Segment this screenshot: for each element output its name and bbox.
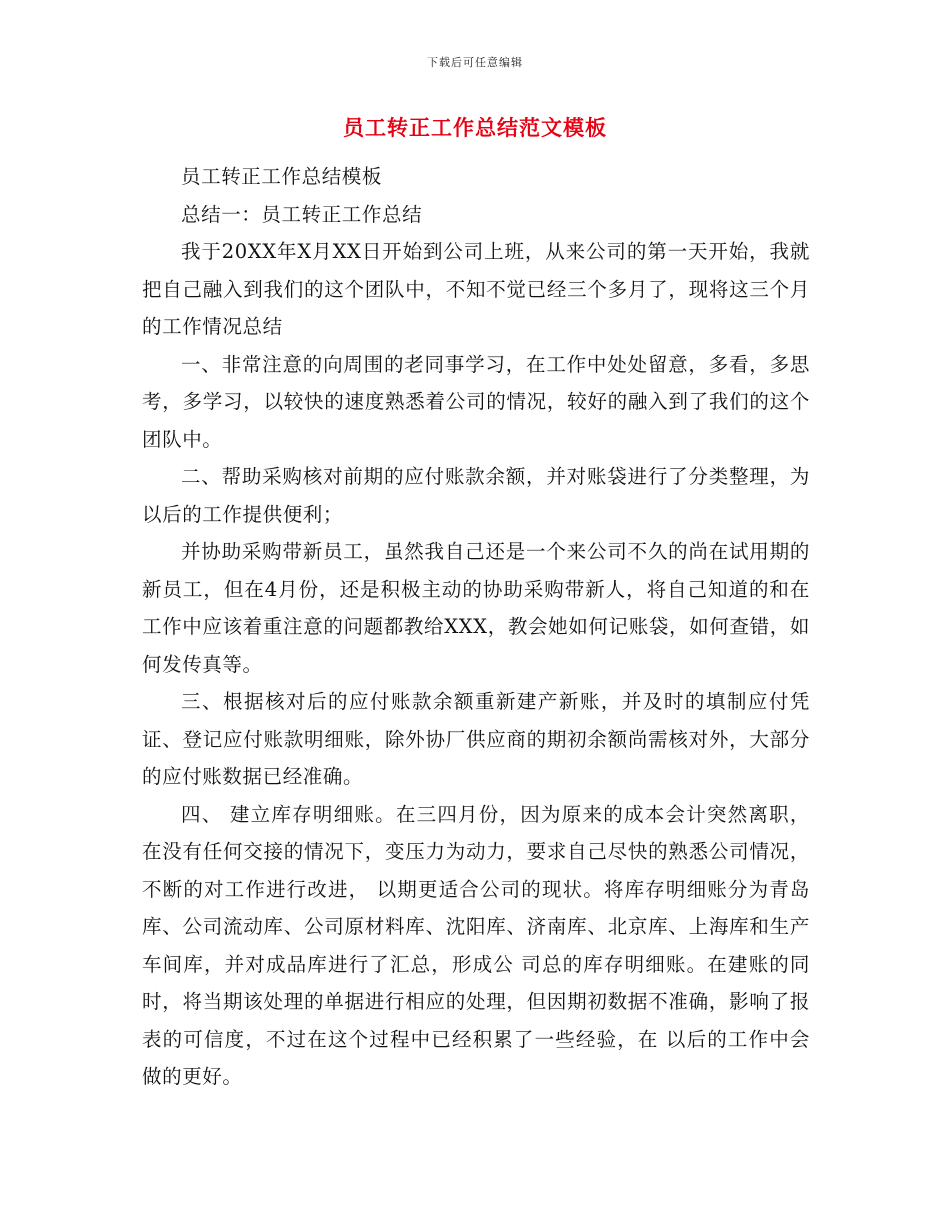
paragraph-section-heading: 总结一：员工转正工作总结 — [181, 202, 423, 226]
paragraph-point-2: 二、帮助采购核对前期的应付账款余额，并对账袋进行了分类整理，为以后的工作提供便利； — [142, 465, 810, 526]
header-note: 下载后可任意编辑 — [427, 56, 523, 69]
paragraph-subtitle: 员工转正工作总结模板 — [181, 165, 383, 188]
paragraph-point-4: 四、 建立库存明细账。在三四月份，因为原来的成本会计突然离职，在没有任何交接的情况下，变压力为动力，要求自己尽快的熟悉公司情况，不断的对工作进行改进， 以期更适合公司的现状。将库存明细账分为青岛库、公司流动库、公司原材料库、沈阳库、济南库、北京库、上海库和生产车间库，并对成品库进行了汇总，形成公 司总的库存明细账。在建账的同时，将当期该处理的单据进行相应的处理，但因期初数据不准确，影响了报表的可信度，不过在这个过程中已经积累了一些经验，在 以后的工作中会做的更好。 — [142, 802, 810, 1088]
paragraph-point-3: 三、根据核对后的应付账款余额重新建产新账，并及时的填制应付凭证、登记应付账款明细账，除外协厂供应商的期初余额尚需核对外，大部分的应付账数据已经准确。 — [142, 690, 810, 788]
document-body — [142, 158, 810, 1096]
paragraph-intro: 我于20XX年X月XX日开始到公司上班，从来公司的第一天开始，我就把自己融入到我们的这个团队中，不知不觉已经三个多月了，现将这三个月的工作情况总结 — [142, 240, 810, 338]
paragraph-point-2-detail: 并协助采购带新员工，虽然我自己还是一个来公司不久的尚在试用期的新员工，但在4月份，还是积极主动的协助采购带新人，将自己知道的和在工作中应该着重注意的问题都教给XXX，教会她如何记账袋，如何查错，如何发传真等。 — [142, 540, 810, 676]
paragraph-point-1: 一、非常注意的向周围的老同事学习，在工作中处处留意，多看，多思考，多学习，以较快的速度熟悉着公司的情况，较好的融入到了我们的这个团队中。 — [142, 352, 810, 451]
document-title: 员工转正工作总结范文模板 — [343, 116, 607, 140]
